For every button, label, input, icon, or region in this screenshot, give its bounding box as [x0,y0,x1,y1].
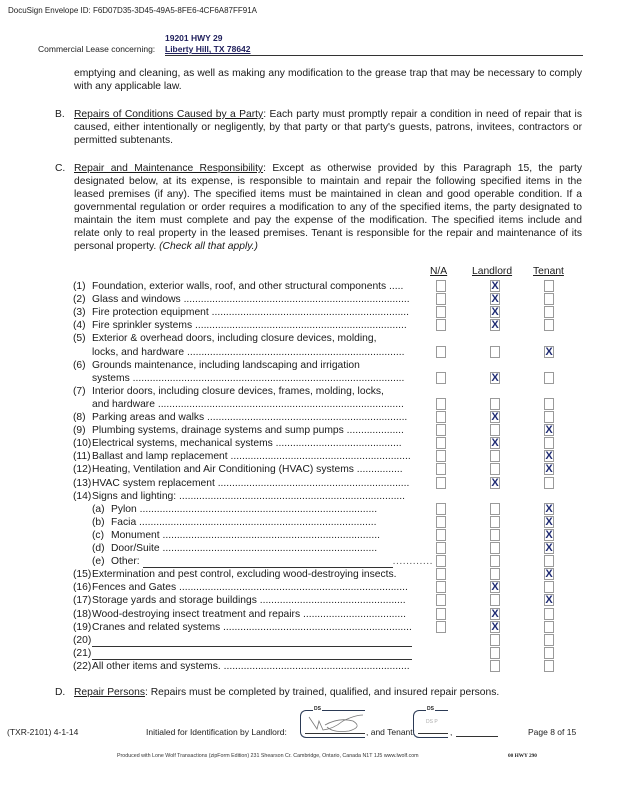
tenant-checkbox[interactable] [544,621,554,633]
item-number: (11) [73,451,91,463]
landlord-initials-field[interactable] [300,706,365,738]
column-header-tenant: Tenant [533,266,564,277]
na-checkbox[interactable] [436,424,446,436]
table-row [73,477,433,490]
item-label: Wood-destroying insect treatment and repairs .................................... [92,608,406,620]
table-row-continuation [92,372,452,385]
item-number: (16) [73,582,92,594]
tenant-checkbox[interactable] [544,306,554,318]
landlord-checkbox[interactable] [490,450,500,462]
tenant-checkbox[interactable] [544,411,554,423]
tenant-checkbox[interactable] [544,660,554,672]
column-header-landlord: Landlord [472,266,513,277]
table-row [73,490,433,503]
file-code: 00 HWY 290 [508,753,537,759]
item-label: Foundation, exterior walls, roof, and other structural components ..... [92,281,404,292]
landlord-checkbox[interactable] [490,647,500,659]
table-row [73,359,433,372]
item-number: (c) [92,529,105,541]
section-b-text: : Each party must promptly repair a condition in need of repair that is caused, either intentionally or negligently, by that party or that party's guests, patrons, invitees, contractors or permitted subtenants. [74,109,582,146]
table-row [73,319,433,332]
table-row-continuation [92,398,452,411]
na-checkbox[interactable] [436,608,446,620]
item-label: Other: [111,556,140,568]
item-number: (13) [73,477,92,489]
item-label: Interior doors, including closure devices, frames, molding, locks, [92,385,384,397]
column-header-na: N/A [430,266,448,277]
ds-tag: DS [427,706,434,712]
tenant-checkbox[interactable]: X [545,424,553,437]
custom-item-input[interactable] [92,649,412,660]
tenant-checkbox[interactable] [544,319,554,331]
item-number: (4) [73,320,86,332]
na-checkbox[interactable] [436,555,446,567]
item-label: Signs and lighting: ............................................................................... [92,490,406,502]
tenant-label: , and Tenant: [366,727,415,737]
tenant-initials-field[interactable] [413,706,448,738]
form-id: (TXR-2101) 4-1-14 [7,727,79,737]
table-row [73,293,433,306]
tenant-checkbox[interactable]: X [545,568,553,581]
item-number: (17) [73,595,92,607]
table-row [73,555,433,568]
landlord-checkbox[interactable] [490,346,500,358]
item-number: (6) [73,359,86,371]
leader-dots: ............ [392,556,433,568]
item-number: (20) [73,634,92,646]
na-checkbox[interactable] [436,319,446,331]
item-label: Monument ............................................................................ [111,529,380,541]
landlord-checkbox[interactable]: X [491,280,499,292]
section-b-paragraph [74,108,582,147]
item-label: Storage yards and storage buildings ................................................... [92,595,406,607]
item-number: (3) [73,307,86,319]
na-checkbox[interactable] [436,529,446,541]
table-row [73,450,433,463]
landlord-checkbox[interactable] [490,503,500,515]
landlord-checkbox[interactable] [490,516,500,528]
na-checkbox[interactable] [436,581,446,593]
na-checkbox[interactable] [436,280,446,292]
na-checkbox[interactable] [436,398,446,410]
section-c-letter: C. [55,163,66,174]
tenant-checkbox[interactable] [544,398,554,410]
landlord-checkbox[interactable] [490,424,500,436]
envelope-id: DocuSign Envelope ID: F6D07D35-3D45-49A5-8FE6-4CF6A87FF91A [8,6,258,15]
table-row [73,647,433,660]
na-checkbox[interactable] [436,411,446,423]
table-row [73,542,433,555]
table-row [73,594,433,607]
header-rule [165,55,583,56]
item-label: Ballast and lamp replacement ............................................................... [92,451,411,463]
item-number: (22) [73,660,92,672]
na-checkbox[interactable] [436,516,446,528]
table-row [73,660,433,673]
landlord-checkbox[interactable] [490,555,500,567]
landlord-signature-icon [303,711,369,735]
na-checkbox[interactable] [436,477,446,489]
landlord-checkbox[interactable]: X [491,411,499,423]
tenant-checkbox[interactable] [544,647,554,659]
na-checkbox[interactable] [436,306,446,318]
landlord-checkbox[interactable] [490,594,500,606]
item-number: (19) [73,621,92,633]
landlord-checkbox[interactable]: X [491,371,499,384]
item-number: (d) [92,543,105,554]
na-checkbox[interactable] [436,293,446,305]
table-row [73,424,433,437]
landlord-checkbox[interactable] [490,398,500,410]
section-d-text: : Repairs must be completed by trained, qualified, and insured repair persons. [144,687,500,698]
address-line-1: 19201 HWY 29 [165,33,223,43]
table-row [73,280,433,293]
landlord-checkbox[interactable]: X [491,581,499,594]
other-sign-input[interactable] [143,557,393,568]
tenant-checkbox[interactable] [544,372,554,384]
initial-label: Initialed for Identification by Landlord: [146,727,287,737]
na-checkbox[interactable] [436,372,446,384]
landlord-checkbox[interactable] [490,542,500,554]
item-number: (b) [92,516,105,528]
landlord-checkbox[interactable]: X [491,319,499,332]
landlord-checkbox[interactable] [490,463,500,475]
tenant-checkbox[interactable] [544,437,554,449]
table-row [73,437,433,450]
tenant-second-initial-line[interactable] [456,736,498,737]
landlord-checkbox[interactable] [490,634,500,646]
item-number: (e) [92,556,105,568]
table-row-continuation [92,346,452,359]
table-row [73,529,433,542]
tenant-checkbox[interactable] [544,555,554,567]
table-row [73,332,433,345]
tenant-checkbox[interactable]: X [545,502,553,515]
na-checkbox[interactable] [436,437,446,449]
item-label: Parking areas and walks ...................................................................... [92,412,408,423]
tenant-checkbox[interactable]: X [545,515,553,528]
table-row [73,411,433,424]
item-number: (21) [73,647,92,659]
header-label: Commercial Lease concerning: [38,44,156,54]
item-label: Glass and windows ............................................................................... [92,294,410,306]
na-checkbox[interactable] [436,450,446,462]
item-label: Exterior & overhead doors, including closure devices, molding, [92,333,377,345]
table-row [73,516,433,529]
na-checkbox[interactable] [436,503,446,515]
item-number: (15) [73,569,92,581]
tenant-checkbox[interactable] [544,477,554,489]
tenant-checkbox[interactable] [544,608,554,620]
table-row [73,634,433,647]
tenant-checkbox[interactable]: X [545,542,553,554]
landlord-checkbox[interactable]: X [491,620,499,633]
table-row [73,503,433,516]
table-row [73,463,433,476]
landlord-checkbox[interactable]: X [491,306,499,319]
table-row [73,608,433,621]
section-c-paragraph [74,162,582,253]
section-d-title: Repair Persons [74,687,145,698]
item-number: (8) [73,412,86,423]
item-label: Grounds maintenance, including landscaping and irrigation [92,359,360,371]
item-number: (5) [73,333,86,345]
tenant-checkbox[interactable] [544,581,554,593]
page-number: Page 8 of 15 [528,727,577,737]
na-checkbox[interactable] [436,463,446,475]
landlord-checkbox[interactable] [490,529,500,541]
item-label: Pylon ................................................................................... [111,503,378,515]
table-row [73,568,433,581]
address-line-2: Liberty Hill, TX 78642 [165,44,251,54]
na-checkbox[interactable] [436,621,446,633]
tenant-checkbox[interactable]: X [545,450,553,463]
item-label: Fire protection equipment ..................................................................... [92,307,410,319]
item-number: (14) [73,490,92,502]
item-label: Fences and Gates ................................................................................ [92,582,408,594]
table-row [73,581,433,594]
section-d-letter: D. [55,687,66,698]
na-checkbox[interactable] [436,542,446,554]
item-label: Heating, Ventilation and Air Conditioning (HVAC) systems ................ [92,464,403,476]
table-row [73,621,433,634]
item-label: Plumbing systems, drainage systems and sump pumps .................... [92,425,404,437]
item-label: Door/Suite ........................................................................... [111,543,378,554]
item-number: (9) [73,425,86,437]
item-number: (a) [92,503,105,515]
tenant-checkbox[interactable]: X [545,594,553,607]
tenant-checkbox[interactable] [544,634,554,646]
landlord-checkbox[interactable] [490,660,500,672]
section-b-letter: B. [55,109,65,120]
table-row [73,306,433,319]
item-number: (7) [73,385,86,397]
na-checkbox[interactable] [436,346,446,358]
item-label: HVAC system replacement ................................................................... [92,477,410,489]
section-b-title: Repairs of Conditions Caused by a Party [74,109,264,120]
item-label: systems ............................................................................................... [92,372,405,384]
item-label: Electrical systems, mechanical systems ............................................ [92,438,402,450]
table-row [73,385,433,398]
item-number: (2) [73,294,86,306]
produced-by: Produced with Lone Wolf Transactions (zipForm Edition) 231 Shearson Cr. Cambridge, Ontario, Canada N1T 1J5 www.lwolf.com [117,753,419,759]
item-label: Cranes and related systems .................................................................. [92,621,412,633]
item-label: Facia ................................................................................... [111,516,377,528]
section-d-paragraph [74,686,499,699]
tenant-checkbox[interactable]: X [545,463,553,476]
section-c-note: (Check all that apply.) [159,241,258,252]
tenant-checkbox[interactable]: X [545,345,553,358]
tenant-checkbox[interactable]: X [545,528,553,541]
tenant-initials-placeholder: DS P [426,719,438,725]
tenant-checkbox[interactable] [544,293,554,305]
ds-tag: DS [314,706,321,712]
item-number: (10) [73,438,92,450]
section-c-text: : Except as otherwise provided by this Paragraph 15, the party designated below, at its expense, is responsible to maintain and repair the following specified items in the leased premises (if any). The specified items must be maintained in clean and good operable condition. If a governmental regulation or order requires a modification to any of the specified items, the party designated to maintain the item must complete and pay the expense of the modification. The specified items include and relate only to real property in the leased premises. Tenant is responsible for the repair and maintenance of its personal property. [74,163,582,252]
item-number: (12) [73,464,92,476]
landlord-checkbox[interactable]: X [491,437,499,450]
custom-item-input[interactable] [92,636,412,647]
landlord-checkbox[interactable]: X [491,607,499,620]
na-checkbox[interactable] [436,594,446,606]
item-label: Extermination and pest control, excluding wood-destroying insects. [92,569,397,581]
item-number: (18) [73,608,92,620]
item-number: (1) [73,281,86,292]
item-label: All other items and systems. ................................................................. [92,660,410,672]
section-c-title: Repair and Maintenance Responsibility [74,163,264,174]
item-label: and hardware ...................................................................................... [92,398,404,410]
landlord-checkbox[interactable]: X [491,293,499,306]
item-label: locks, and hardware ............................................................................ [92,346,405,358]
landlord-checkbox[interactable]: X [491,476,499,489]
item-label: Fire sprinkler systems .......................................................................... [92,320,407,332]
tenant-checkbox[interactable] [544,280,554,292]
intro-paragraph: emptying and cleaning, as well as making any modification to the grease trap that may be necessary to comply with any applicable law. [74,68,582,92]
landlord-checkbox[interactable] [490,568,500,580]
na-checkbox[interactable] [436,568,446,580]
